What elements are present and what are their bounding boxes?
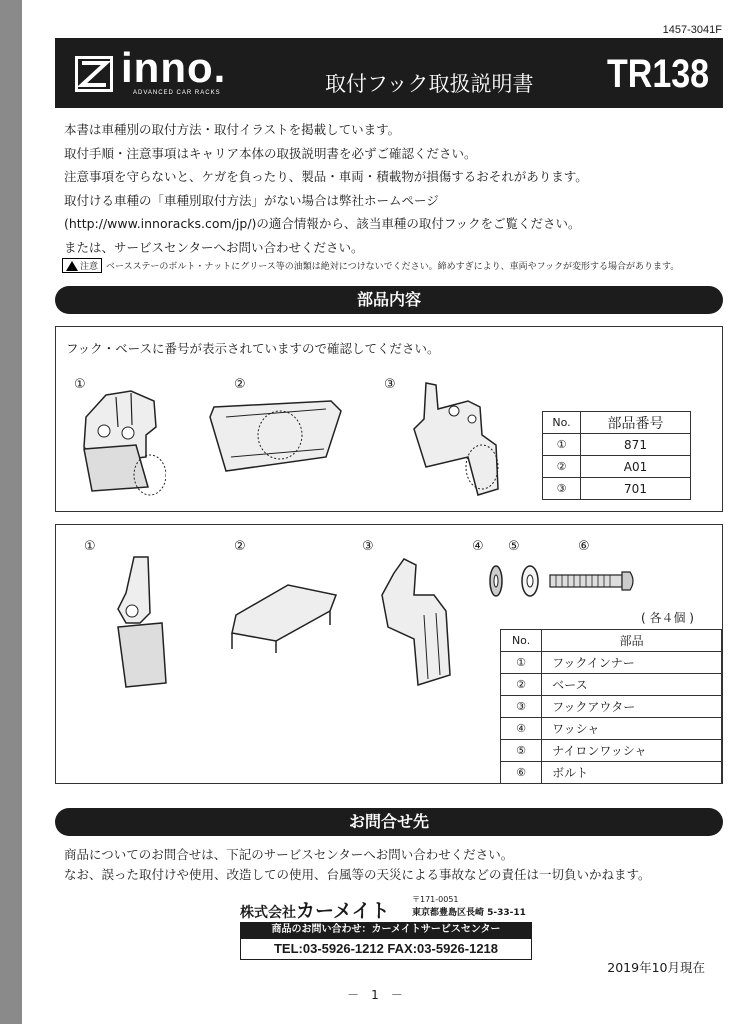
table-header-row (501, 630, 722, 652)
logo-mark-icon (75, 56, 113, 92)
bolt-illustration (548, 569, 638, 593)
hook-inner-component-illustration (96, 553, 176, 693)
nylon-washer-illustration (518, 563, 542, 599)
intro-line: 取付ける車種の「車種別取付方法」がない場合は弊社ホームページ (64, 192, 439, 208)
table-cell: ⑥ (501, 762, 542, 784)
company-name (240, 896, 390, 923)
intro-line: または、サービスセンターへお問い合わせください。 (64, 239, 364, 255)
table-cell: ナイロンワッシャ (542, 740, 722, 762)
table-row (501, 740, 722, 762)
intro-line: 取付手順・注意事項はキャリア本体の取扱説明書を必ずご確認ください。 (64, 145, 477, 161)
caution-badge (62, 258, 102, 273)
table-cell: ワッシャ (542, 718, 722, 740)
hook-inner-illustration (76, 387, 166, 497)
table-row (501, 762, 722, 784)
table-header-cell: 部品 (542, 630, 722, 652)
component-label: ② (234, 539, 246, 554)
table-row (543, 456, 691, 478)
intro-line: 本書は車種別の取付方法・取付イラストを掲載しています。 (64, 122, 401, 137)
table-header-cell: No. (501, 630, 542, 652)
table-cell: フックインナー (542, 652, 722, 674)
caution-note (62, 258, 679, 273)
intro-line: (http://www.innoracks.com/jp/)の適合情報から、該当車種の取付フックをご覧ください。 (64, 216, 581, 231)
table-cell: ③ (501, 696, 542, 718)
caution-text: ベースステーのボルト・ナットにグリース等の油類は絶対につけないでください。締めすぎにより、車両やフックが変形する場合があります。 (106, 262, 680, 272)
page-edge-strip (0, 0, 22, 1024)
inquiry-label: 商品のお問い合わせ：カーメイトサービスセンター (240, 922, 532, 938)
table-cell: ② (501, 674, 542, 696)
table-cell: 701 (581, 478, 691, 500)
part-label: ② (234, 377, 246, 392)
part-label: ③ (384, 377, 396, 392)
table-cell: ② (543, 456, 581, 478)
section-title-contact: お問合せ先 (55, 808, 723, 836)
company-prefix: 株式会社 (240, 905, 296, 921)
hook-outer-illustration (406, 379, 506, 499)
company-block (240, 892, 540, 962)
table-cell: ① (501, 652, 542, 674)
company-brand: カーメイト (296, 900, 390, 922)
page-title: 取付フック取扱説明書 (325, 72, 534, 96)
model-number: TR138 (606, 52, 709, 96)
part-label: ① (74, 377, 86, 392)
logo-tagline: ADVANCED CAR RACKS (133, 90, 221, 96)
table-row (501, 674, 722, 696)
intro-text (64, 118, 588, 259)
contact-line: なお、誤った取付けや使用、改造しての使用、台風等の天災による事故などの責任は一切負いかねます。 (64, 867, 651, 882)
component-label: ③ (362, 539, 374, 554)
tel-fax: TEL:03-5926-1212 FAX:03-5926-1218 (240, 938, 532, 960)
table-row (543, 478, 691, 500)
table-cell: フックアウター (542, 696, 722, 718)
components-box (55, 524, 723, 784)
table-header-cell: 部品番号 (581, 412, 691, 434)
revision-date: 2019年10月現在 (607, 960, 705, 975)
intro-line: 注意事項を守らないと、ケガを負ったり、製品・車両・積載物が損傷するおそれがあります。 (64, 169, 588, 184)
table-row (501, 652, 722, 674)
table-cell: A01 (581, 456, 691, 478)
table-cell: ⑤ (501, 740, 542, 762)
company-zip: 〒171-0051 (412, 895, 459, 904)
hook-outer-component-illustration (374, 555, 474, 690)
company-address: 東京都豊島区長崎 5-33-11 (412, 908, 526, 918)
table-row (501, 718, 722, 740)
table-cell: ① (543, 434, 581, 456)
table-cell: ボルト (542, 762, 722, 784)
table-cell: ④ (501, 718, 542, 740)
component-label: ① (84, 539, 96, 554)
page-number: － 1 － (347, 988, 403, 1002)
components-table (500, 629, 722, 784)
parts-note: フック・ベースに番号が表示されていますので確認してください。 (66, 341, 440, 356)
component-label: ⑤ (508, 539, 520, 554)
table-cell: ③ (543, 478, 581, 500)
contact-line: 商品についてのお問合せは、下記のサービスセンターへお問い合わせください。 (64, 847, 514, 862)
table-header-row (543, 412, 691, 434)
washer-illustration (486, 563, 506, 599)
base-component-illustration (226, 575, 346, 655)
section-title-parts: 部品内容 (55, 286, 723, 314)
table-row (501, 696, 722, 718)
component-label: ④ (472, 539, 484, 554)
table-cell: ベース (542, 674, 722, 696)
parts-id-box (55, 326, 723, 512)
part-number-table (542, 411, 691, 500)
brand-logo (75, 44, 315, 100)
component-label: ⑥ (578, 539, 590, 554)
table-row (543, 434, 691, 456)
table-header-cell: No. (543, 412, 581, 434)
base-illustration (206, 397, 346, 477)
document-code: 1457-3041F (662, 24, 722, 36)
quantity-note: ( 各４個 ) (641, 611, 694, 625)
header-banner (55, 38, 723, 108)
table-cell: 871 (581, 434, 691, 456)
logo-text: inno. (121, 44, 227, 91)
contact-text (64, 845, 651, 885)
warning-triangle-icon (66, 261, 78, 271)
caution-badge-label: 注意 (80, 262, 99, 272)
